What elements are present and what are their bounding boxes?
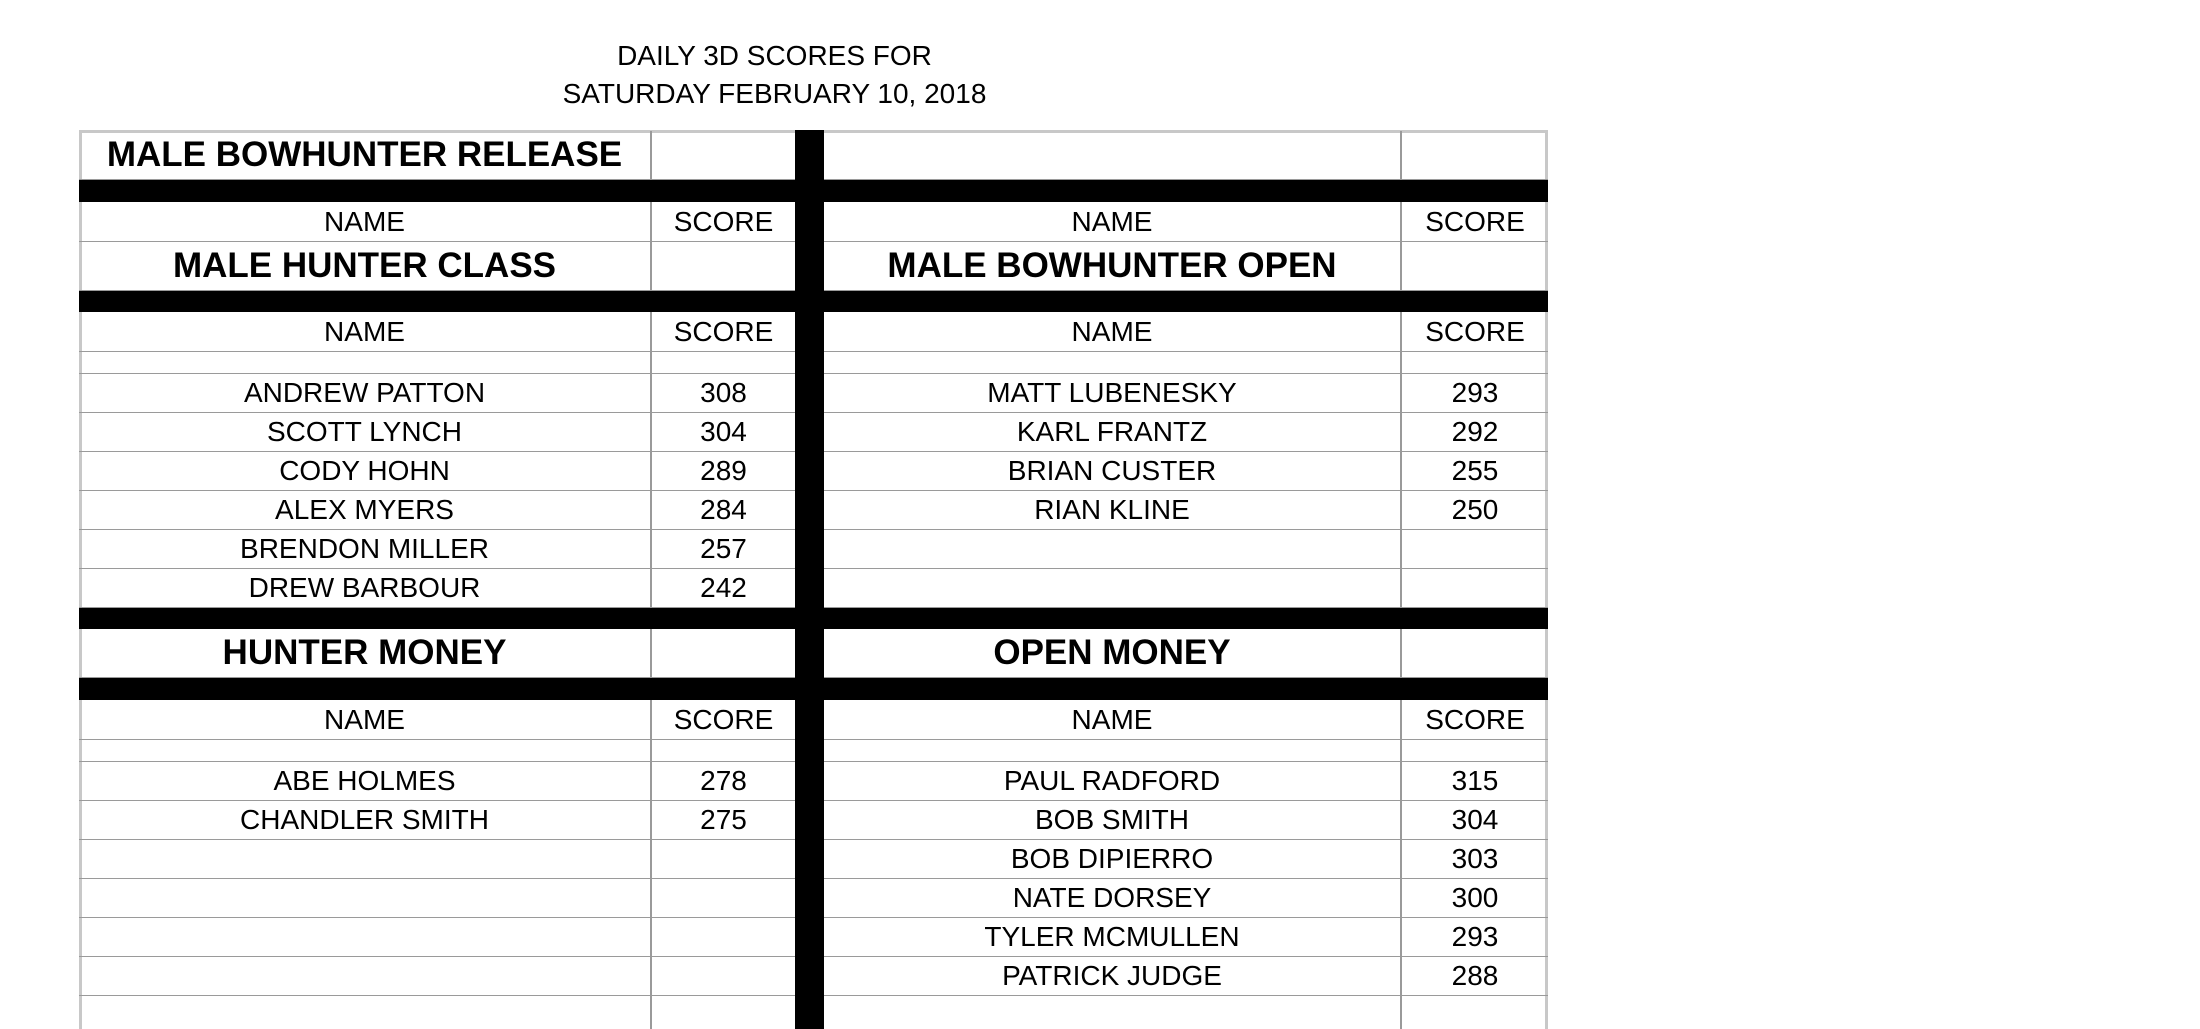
competitor-score: 257 bbox=[700, 533, 747, 564]
competitor-score: 255 bbox=[1451, 455, 1499, 486]
name-column-header: NAME bbox=[824, 312, 1402, 351]
competitor-score: 300 bbox=[1451, 882, 1499, 913]
score-column-header: SCORE bbox=[673, 703, 774, 735]
competitor-score: 278 bbox=[700, 765, 747, 796]
competitor-score: 288 bbox=[1451, 960, 1499, 991]
competitor-name: KARL FRANTZ bbox=[824, 413, 1402, 451]
empty-cell bbox=[1402, 996, 1548, 1029]
competitor-name: SCOTT LYNCH bbox=[79, 413, 652, 451]
section-title-male-bowhunter-open: MALE BOWHUNTER OPEN bbox=[824, 242, 1402, 290]
competitor-name: BRIAN CUSTER bbox=[824, 452, 1402, 490]
section-title-open-money: OPEN MONEY bbox=[824, 629, 1402, 677]
page-title-line-1: DAILY 3D SCORES FOR bbox=[617, 40, 932, 71]
competitor-name: BOB SMITH bbox=[824, 801, 1402, 839]
competitor-name: RIAN KLINE bbox=[824, 491, 1402, 529]
competitor-score: 304 bbox=[700, 416, 747, 447]
empty-cell bbox=[652, 996, 795, 1029]
competitor-name: BRENDON MILLER bbox=[79, 530, 652, 568]
competitor-name: CODY HOHN bbox=[79, 452, 652, 490]
name-column-header: NAME bbox=[824, 700, 1402, 739]
section-title-hunter-money: HUNTER MONEY bbox=[79, 629, 652, 677]
competitor-score: 284 bbox=[700, 494, 747, 525]
competitor-name: BOB DIPIERRO bbox=[824, 840, 1402, 878]
empty-cell bbox=[1402, 131, 1548, 179]
empty-cell bbox=[824, 569, 1402, 607]
empty-cell bbox=[79, 840, 652, 878]
competitor-name: DREW BARBOUR bbox=[79, 569, 652, 607]
score-column-header: SCORE bbox=[1425, 703, 1525, 735]
competitor-name: ANDREW PATTON bbox=[79, 374, 652, 412]
score-column-header: SCORE bbox=[673, 315, 774, 347]
empty-cell bbox=[1402, 530, 1548, 568]
competitor-name: PATRICK JUDGE bbox=[824, 957, 1402, 995]
competitor-name: NATE DORSEY bbox=[824, 879, 1402, 917]
competitor-score: 293 bbox=[1451, 921, 1499, 952]
score-column-header: SCORE bbox=[1425, 315, 1525, 347]
empty-cell bbox=[652, 840, 795, 878]
empty-cell bbox=[652, 957, 795, 995]
empty-cell bbox=[79, 996, 652, 1029]
competitor-name: MATT LUBENESKY bbox=[824, 374, 1402, 412]
empty-cell bbox=[1402, 242, 1548, 290]
competitor-score: 289 bbox=[700, 455, 747, 486]
name-column-header: NAME bbox=[79, 312, 652, 351]
competitor-name: ALEX MYERS bbox=[79, 491, 652, 529]
empty-cell bbox=[652, 242, 795, 290]
empty-cell bbox=[824, 996, 1402, 1029]
name-column-header: NAME bbox=[79, 202, 652, 241]
page-title-line-2: SATURDAY FEBRUARY 10, 2018 bbox=[562, 78, 987, 109]
name-column-header: NAME bbox=[824, 202, 1402, 241]
score-column-header: SCORE bbox=[673, 205, 774, 237]
empty-cell bbox=[79, 879, 652, 917]
competitor-score: 242 bbox=[700, 572, 747, 603]
competitor-score: 293 bbox=[1451, 377, 1499, 408]
empty-cell bbox=[79, 957, 652, 995]
name-column-header: NAME bbox=[79, 700, 652, 739]
empty-cell bbox=[652, 131, 795, 179]
competitor-score: 250 bbox=[1451, 494, 1499, 525]
competitor-score: 304 bbox=[1451, 804, 1499, 835]
competitor-score: 275 bbox=[700, 804, 747, 835]
competitor-name: TYLER MCMULLEN bbox=[824, 918, 1402, 956]
competitor-name: PAUL RADFORD bbox=[824, 762, 1402, 800]
competitor-score: 292 bbox=[1451, 416, 1499, 447]
center-divider bbox=[795, 130, 824, 1029]
competitor-name: ABE HOLMES bbox=[79, 762, 652, 800]
section-title-male-bowhunter-release: MALE BOWHUNTER RELEASE bbox=[79, 131, 652, 179]
empty-cell bbox=[1402, 569, 1548, 607]
competitor-name: CHANDLER SMITH bbox=[79, 801, 652, 839]
section-title-male-hunter-class: MALE HUNTER CLASS bbox=[79, 242, 652, 290]
empty-cell bbox=[652, 629, 795, 677]
empty-cell bbox=[824, 530, 1402, 568]
empty-cell bbox=[652, 879, 795, 917]
empty-cell bbox=[652, 918, 795, 956]
competitor-score: 315 bbox=[1451, 765, 1499, 796]
competitor-score: 308 bbox=[700, 377, 747, 408]
empty-cell bbox=[824, 131, 1402, 179]
empty-cell bbox=[79, 918, 652, 956]
competitor-score: 303 bbox=[1451, 843, 1499, 874]
empty-cell bbox=[1402, 629, 1548, 677]
score-column-header: SCORE bbox=[1425, 205, 1525, 237]
